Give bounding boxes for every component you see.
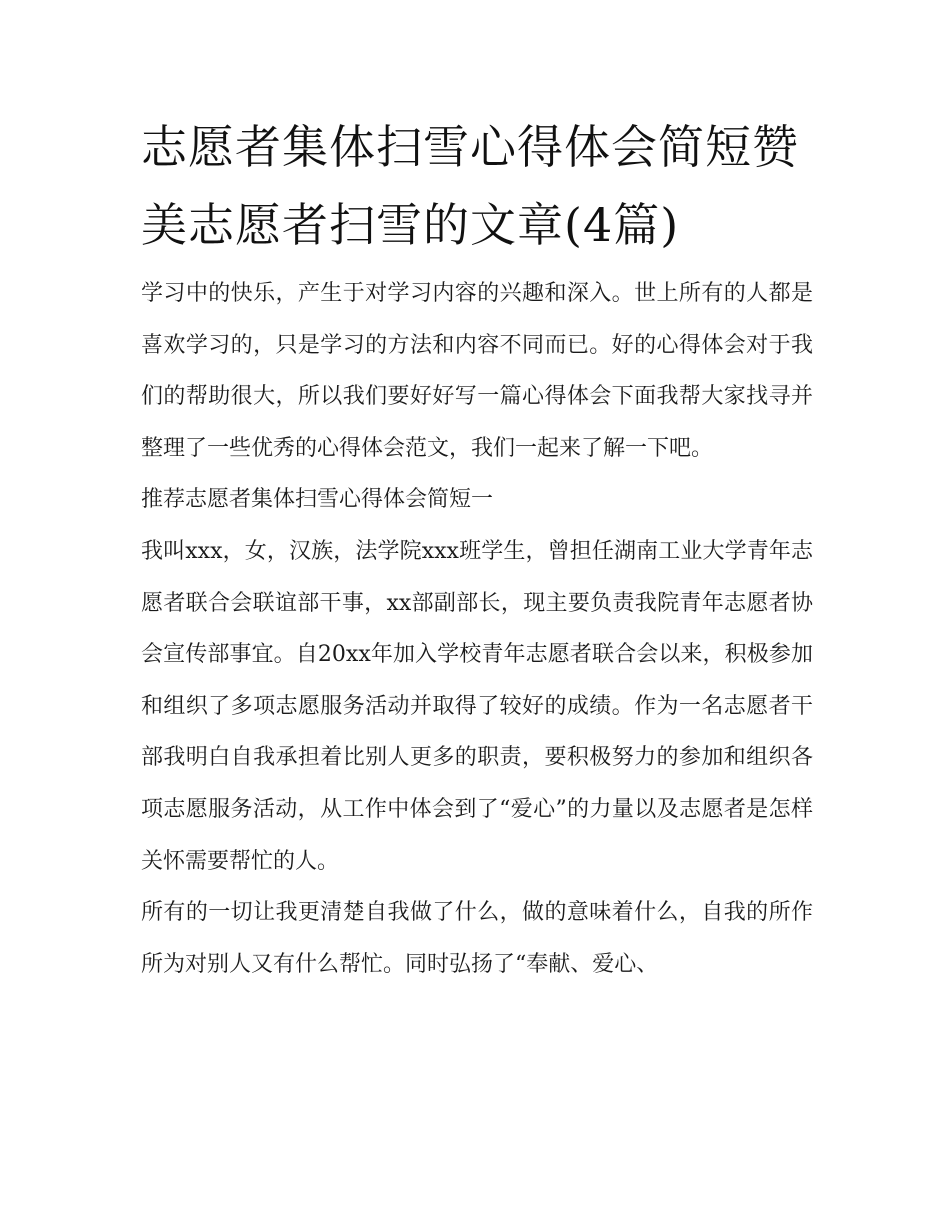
section-heading: 推荐志愿者集体扫雪心得体会简短一 xyxy=(141,487,494,513)
document-content xyxy=(141,108,813,990)
intro-paragraph: 学习中的快乐，产生于对学习内容的兴趣和深入。世上所有的人都是喜欢学习的，只是学习的方法和内容不同而已。好的心得体会对于我们的帮助很大，所以我们要好好写一篇心得体会下面我帮大家找寻并整理了一些优秀的心得体会范文，我们一起来了解一下吧。 xyxy=(141,281,813,461)
document-body xyxy=(141,268,813,990)
document-title: 志愿者集体扫雪心得体会简短赞美志愿者扫雪的文章(4篇) xyxy=(141,120,799,252)
body-paragraph: 所有的一切让我更清楚自我做了什么，做的意味着什么，自我的所作所为对别人又有什么帮忙。同时弘扬了“奉献、爱心、 xyxy=(141,900,813,977)
body-paragraph: 我叫xxx，女，汉族，法学院xxx班学生，曾担任湖南工业大学青年志愿者联合会联谊部干事，xx部副部长，现主要负责我院青年志愿者协会宣传部事宜。自20xx年加入学校青年志愿者联合会以来，积极参加和组织了多项志愿服务活动并取得了较好的成绩。作为一名志愿者干部我明白自我承担着比别人更多的职责，要积极努力的参加和组织各项志愿服务活动，从工作中体会到了“爱心”的力量以及志愿者是怎样关怀需要帮忙的人。 xyxy=(141,538,813,874)
